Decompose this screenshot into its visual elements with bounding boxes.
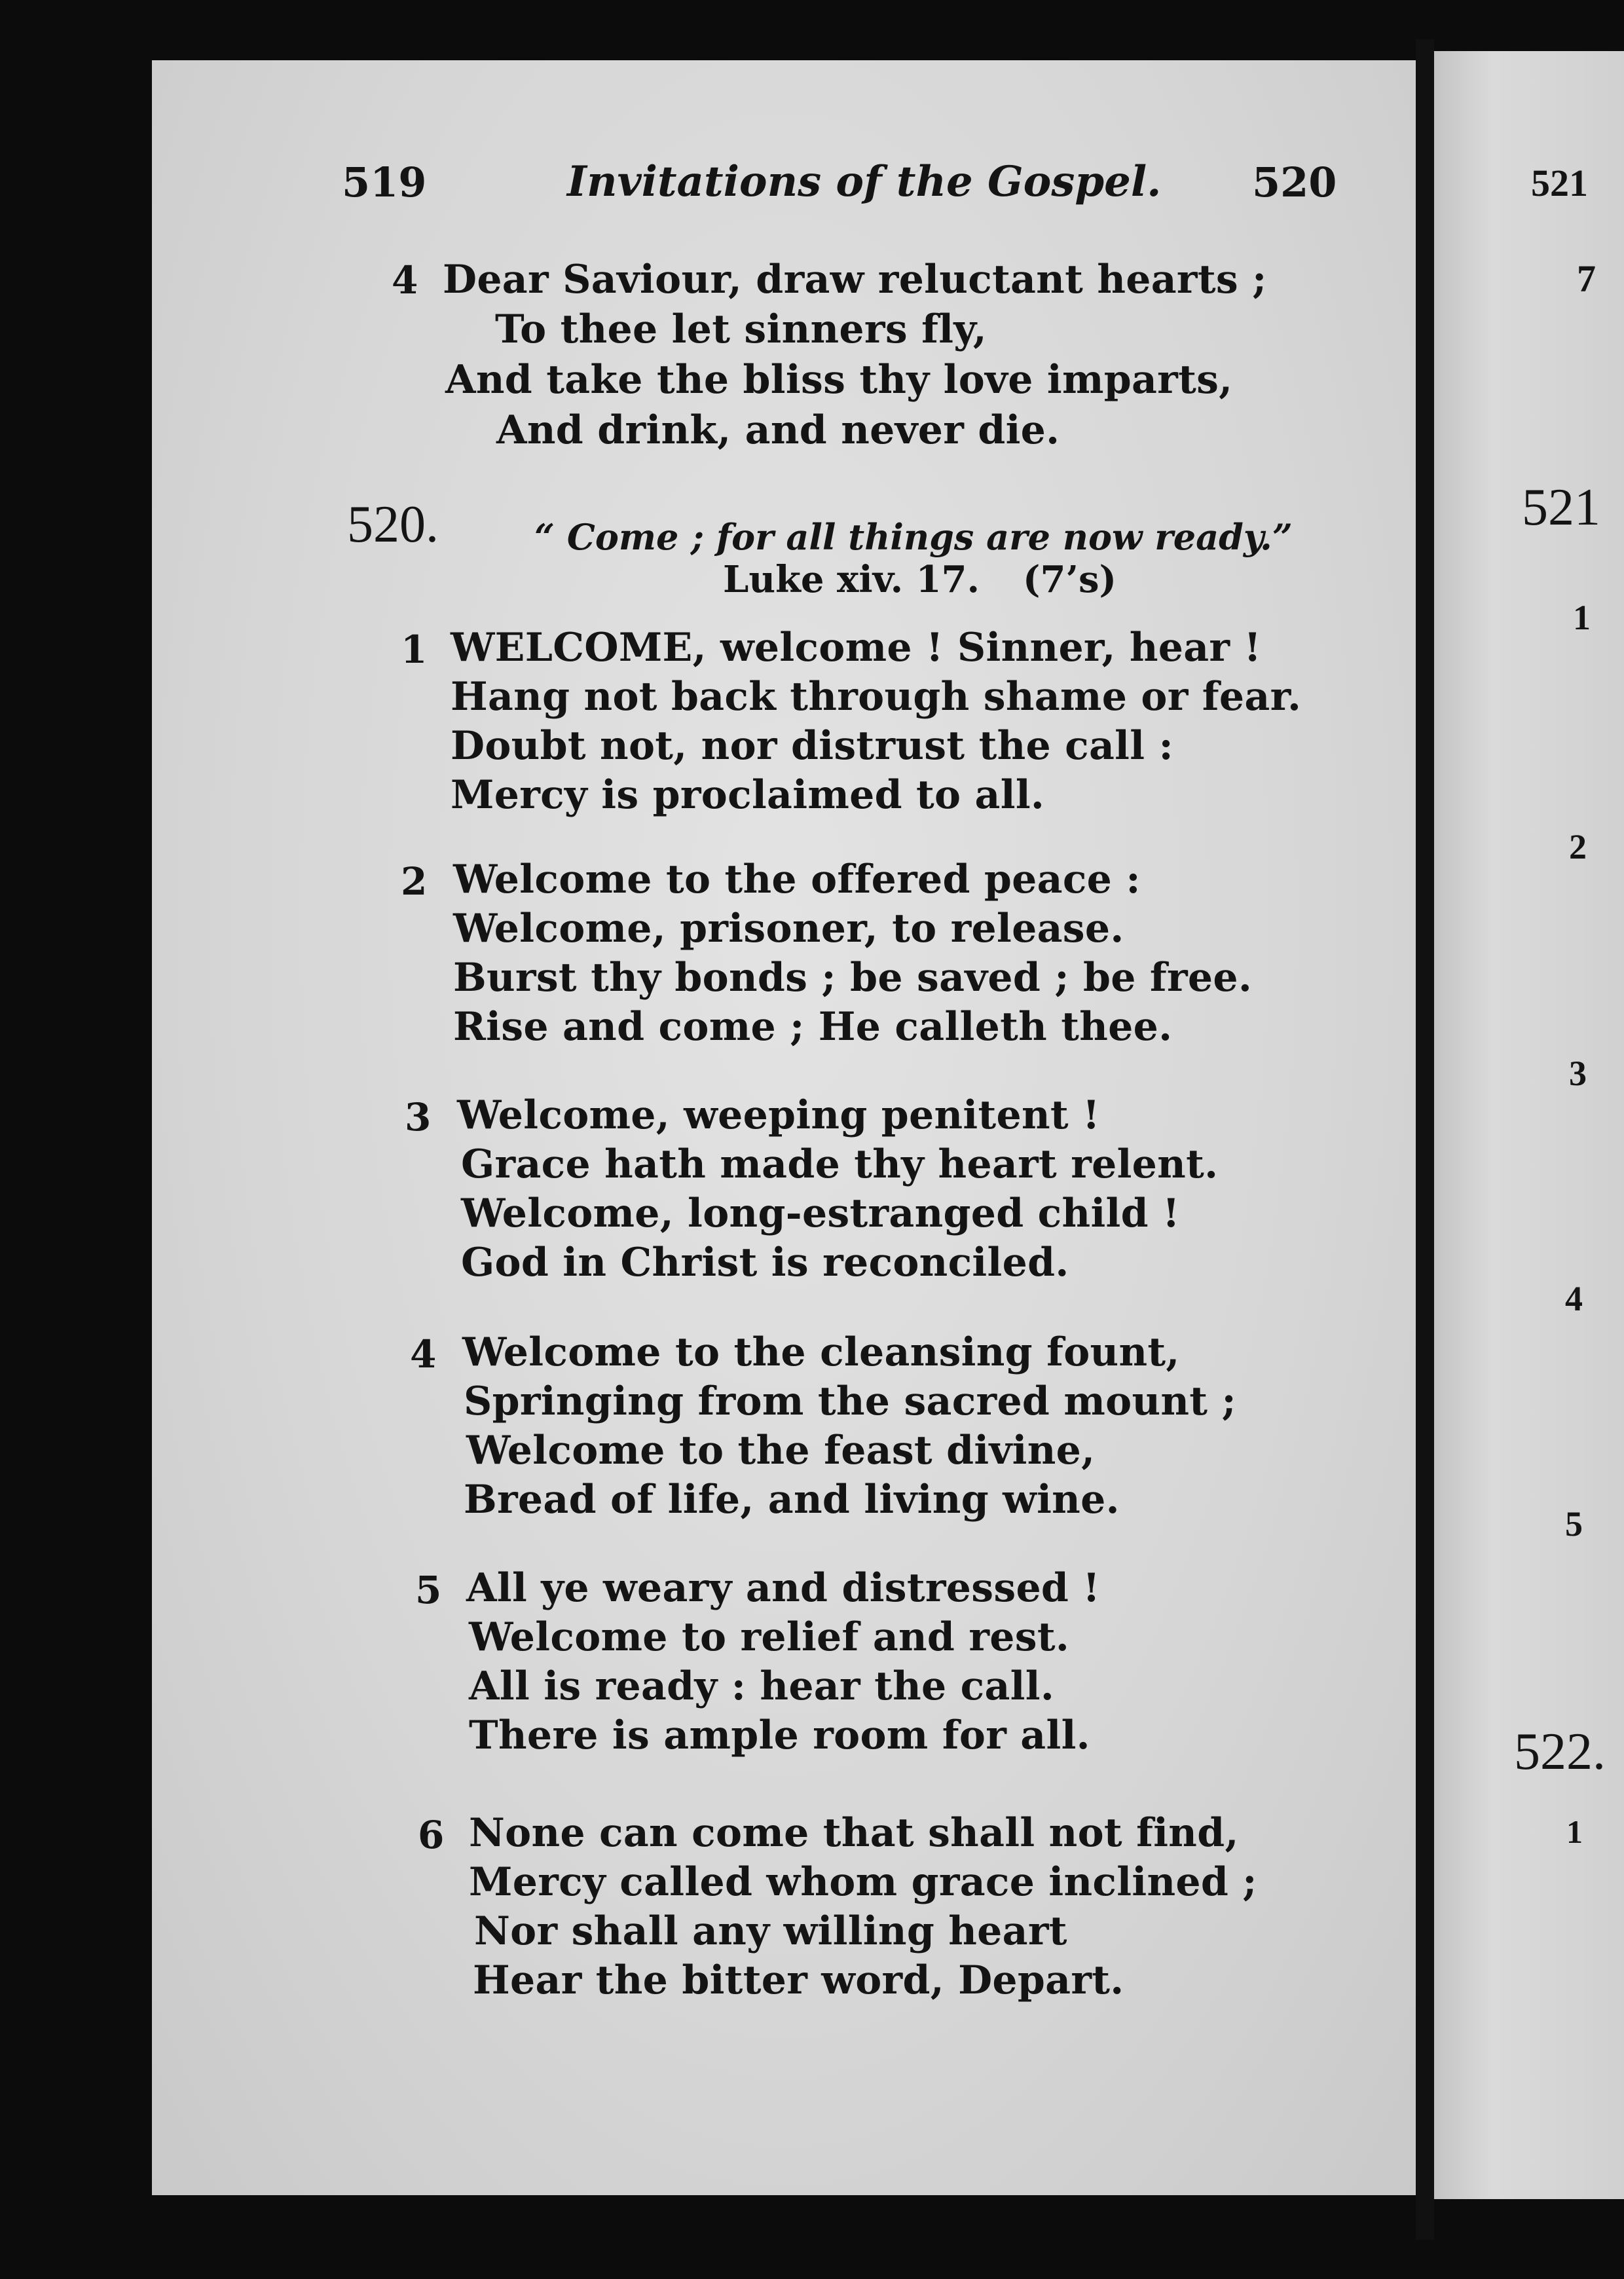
adjacent-stanza-number: 4 <box>1565 1279 1583 1318</box>
stanza-number: 3 <box>405 1095 432 1140</box>
verse-line: Welcome to the feast divine, <box>466 1428 1096 1473</box>
adjacent-hymn-number: 521 <box>1522 479 1600 536</box>
verse-line: Bread of life, and living wine. <box>464 1477 1120 1523</box>
left-page-number: 519 <box>342 158 427 206</box>
verse-line: Welcome to the cleansing fount, <box>462 1329 1180 1375</box>
verse-line: Hear the bitter word, Depart. <box>473 1957 1124 2003</box>
stanza-number: 5 <box>415 1568 442 1612</box>
verse-line: And drink, and never die. <box>496 407 1060 453</box>
book-page-right-edge <box>1434 51 1624 2199</box>
stanza-number: 2 <box>401 859 428 904</box>
adjacent-stanza-number: 2 <box>1569 827 1587 866</box>
verse-line: None can come that shall not find, <box>469 1810 1239 1856</box>
verse-line: To thee let sinners fly, <box>495 306 987 352</box>
verse-line: And take the bliss thy love imparts, <box>445 357 1233 403</box>
verse-line: Welcome to the offered peace : <box>453 857 1141 902</box>
book-gutter <box>1416 39 1434 2240</box>
running-title: Invitations of the Gospel. <box>567 157 1162 206</box>
adjacent-stanza-number: 1 <box>1573 598 1591 637</box>
adjacent-stanza-number: 5 <box>1565 1504 1583 1544</box>
verse-line: Mercy called whom grace inclined ; <box>469 1859 1257 1905</box>
adjacent-stanza-number: 1 <box>1566 1813 1583 1850</box>
verse-line: Welcome, weeping penitent ! <box>457 1092 1100 1138</box>
verse-line: Nor shall any willing heart <box>474 1908 1067 1954</box>
verse-line: God in Christ is reconciled. <box>461 1240 1069 1286</box>
stanza-number: 4 <box>392 258 418 303</box>
adjacent-page-number: 521 <box>1531 162 1588 204</box>
right-page-number: 520 <box>1252 158 1337 206</box>
verse-line: Welcome, long-estranged child ! <box>461 1191 1180 1236</box>
stanza-number: 6 <box>418 1813 445 1857</box>
verse-line: Doubt not, nor distrust the call : <box>451 723 1173 769</box>
hymn-number: 520. <box>347 496 439 553</box>
adjacent-stanza-number: 7 <box>1577 257 1596 300</box>
verse-line: Mercy is proclaimed to all. <box>451 772 1045 818</box>
stanza-number: 1 <box>401 627 428 672</box>
verse-line: Dear Saviour, draw reluctant hearts ; <box>443 257 1267 303</box>
hymn-meter: (7’s) <box>1023 558 1116 601</box>
verse-line: Welcome to relief and rest. <box>469 1614 1070 1660</box>
verse-line: Welcome, prisoner, to release. <box>453 906 1124 952</box>
verse-line: Rise and come ; He calleth thee. <box>453 1004 1173 1050</box>
verse-line: Burst thy bonds ; be saved ; be free. <box>453 955 1253 1001</box>
verse-line: There is ample room for all. <box>469 1713 1090 1758</box>
verse-line: All ye weary and distressed ! <box>466 1565 1100 1611</box>
verse-line: Springing from the sacred mount ; <box>464 1379 1236 1424</box>
verse-line: Grace hath made thy heart relent. <box>461 1141 1219 1187</box>
scripture-reference: Luke xiv. 17. <box>723 558 980 601</box>
hymn-title: “ Come ; for all things are now ready.” <box>534 516 1293 558</box>
adjacent-hymn-number: 522. <box>1514 1723 1606 1781</box>
verse-line: Hang not back through shame or fear. <box>451 674 1302 720</box>
verse-line: WELCOME, welcome ! Sinner, hear ! <box>451 625 1262 671</box>
verse-line: All is ready : hear the call. <box>469 1663 1055 1709</box>
stanza-number: 4 <box>410 1332 437 1377</box>
adjacent-stanza-number: 3 <box>1569 1054 1587 1093</box>
